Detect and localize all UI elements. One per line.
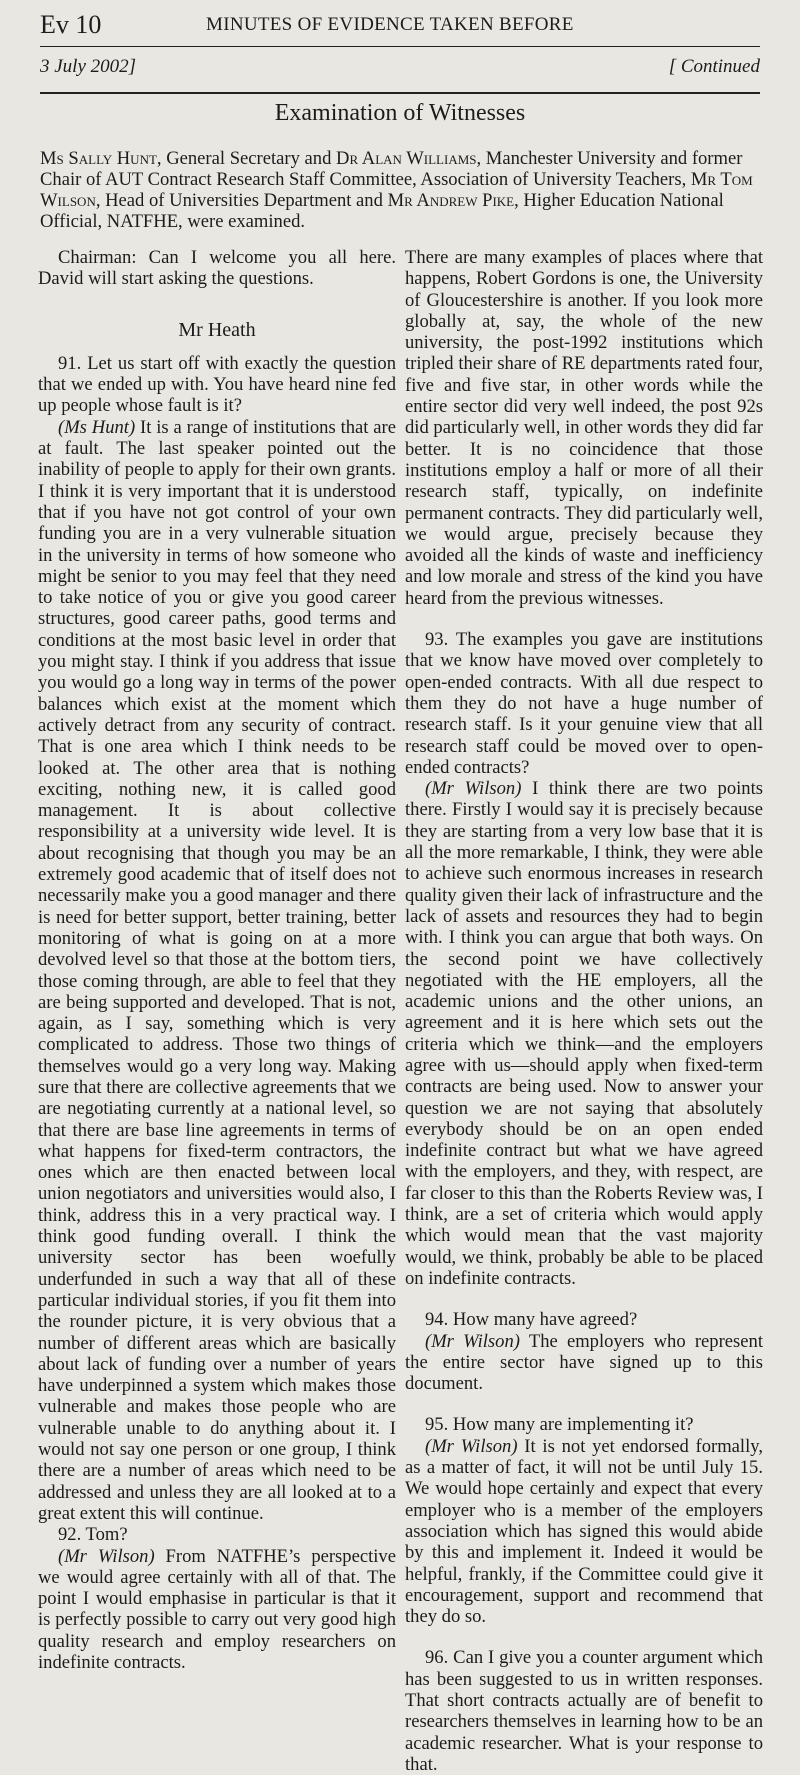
questioner-heading: Mr Heath <box>178 318 256 341</box>
answer-text: It is not yet endorsed formally, as a matter of fact, it will not be until July 15. We would hope certainly and expect that every employer who is a member of the employers association which has signed this would abide by this and implement it. Indeed it would be helpful, frankly, if the Committee could give it encouragement, support and recommend that they do so. <box>405 1435 763 1628</box>
session-date: 3 July 2002] <box>40 56 137 77</box>
answer-text: I think there are two points there. Firstly I would say it is precisely because they are starting from a very low base that it is all the more remarkable, I think, they were able to achieve such enormous increases in research quality given their lack of infrastructure and the lack of assets and resources they had to begin with. I think you can argue that both ways. On the second point we have collectively negotiated with the HE employers, all the academic unions and the other unions, an agreement and it is here which sets out the criteria which we think—and the employers agree with us—should apply when fixed-term contracts are being used. Now to answer your question we are not saying that absolutely everybody should be on an open ended indefinite contract but what we have agreed with the employers, and they, with respect, are far closer to this than the Roberts Review was, I think, are a set of criteria which would apply which would mean that the vast majority would, we think, probably be able to be placed on indefinite contracts. <box>405 778 763 1289</box>
speaker-label: (Mr Wilson) <box>58 1545 155 1567</box>
witness-name: Ms Sally Hunt <box>40 148 157 169</box>
answer-93 <box>405 778 763 1289</box>
question-95: 95. How many are implementing it? <box>425 1414 694 1436</box>
witness-role: , Higher Education National Official, NATFHE, were examined. <box>40 190 724 232</box>
continued-label: [ Continued <box>668 56 760 77</box>
header-rule-top <box>40 46 760 47</box>
witness-role: , Head of Universities Department and <box>95 190 388 211</box>
witness-name: Mr Andrew Pike <box>387 190 515 211</box>
header-rule-bottom <box>40 92 760 94</box>
answer-text: It is a range of institutions that are at fault. The last speaker pointed out the inability of people to apply for their own grants. I think it is very important that it is understood that if you have not got control of your own funding you are in a very vulnerable situation in the university in terms of how someone who might be senior to you may feel that they need to take notice of you or give you good career structures, good career paths, good terms and conditions at the most basic level in order that you might stay. I think if you address that issue you would go a long way in terms of the power balances which exist at the moment which actively detract from any security of contract. That is one area which I think needs to be looked at. The other area that is nothing exciting, nothing new, it is called good management. It is about collective responsibility at a university wide level. It is about recognising that though you may be an extremely good academic that of itself does not necessarily make you a good manager and there is need for better support, better training, better monitoring of what is going on at a more devolved level so that those at the bottom tiers, those coming through, are able to feel that they are being supported and developed. That is not, again, as I say, something which is very complicated to address. Those two things of themselves would go a very long way. Making sure that there are collective agreements that we are negotiating currently at a national level, so that there are base line agreements in terms of what happens for fixed-term contractors, the ones which are then enacted between local union negotiators and universities would also, I think, address this in a very practical way. I think good funding overall. I think the university sector has been woefully underfunded in such a way that all of these particular individual stories, if you fit them into the rounder picture, it is very obvious that a number of different areas which are basically about lack of funding over a number of years have underpinned a system which makes those vulnerable and makes those people who are vulnerable unable to do anything about it. I would not say one person or one group, I think there are a number of areas which need to be addressed and unless they are all looked at to a great extent this will continue. <box>38 416 396 1524</box>
question-94: 94. How many have agreed? <box>425 1309 638 1331</box>
answer-text: The employers who represent the entire sector have signed up to this document. <box>405 1330 763 1395</box>
question-92: 92. Tom? <box>58 1524 128 1546</box>
answer-92 <box>38 1546 396 1674</box>
answer-92-continued: There are many examples of places where that happens, Robert Gordons is one, the University of Gloucestershire is another. If you look more globally at, say, the whole of the new university, the post-1992 institutions which tripled their share of RE departments rated four, five and five star, in other words while the entire sector did very well indeed, the post 92s did particularly well, in other words they did far better. It is no coincidence that those institutions employ a half or more of all their research staff, typically, on indefinite permanent contracts. They did particularly well, we would argue, precisely because they avoided all the kinds of waste and inefficiency and low morale and stress of the kind you have heard from the previous witnesses. <box>405 247 763 609</box>
speaker-label: (Mr Wilson) <box>425 1435 518 1457</box>
right-column <box>405 247 763 1775</box>
answer-94 <box>405 1331 763 1395</box>
running-title: MINUTES OF EVIDENCE TAKEN BEFORE <box>206 14 574 35</box>
speaker-label: (Mr Wilson) <box>425 1330 520 1352</box>
page-number: Ev 10 <box>40 10 102 39</box>
speaker-label: (Ms Hunt) <box>58 416 136 438</box>
answer-text: From NATFHE’s perspective we would agree certainly with all of that. The point I would emphasise in particular is that it is perfectly possible to carry out very good high quality research and employ researchers on indefinite contracts. <box>38 1545 396 1673</box>
answer-91 <box>38 417 396 1524</box>
section-title: Examination of Witnesses <box>274 100 526 126</box>
witness-role: , Manchester University and former Chair of AUT Contract Research Staff Committee, Association of University Teachers, <box>40 148 743 190</box>
witness-role: , General Secretary and <box>156 148 337 169</box>
witnesses-paragraph <box>40 148 765 232</box>
witness-name: Mr Tom Wilson <box>40 169 753 211</box>
page-header <box>40 10 760 82</box>
chairman-intro: Chairman: Can I welcome you all here. David will start asking the questions. <box>38 247 396 290</box>
question-93: 93. The examples you gave are institutions that we know have moved over completely to open-ended contracts. With all due respect to them they do not have a huge number of research staff. Is it your genuine view that all research staff could be moved over to open-ended contracts? <box>405 629 763 778</box>
witness-name: Dr Alan Williams <box>336 148 477 169</box>
left-column <box>38 247 396 1673</box>
speaker-label: (Mr Wilson) <box>425 778 522 800</box>
question-91: 91. Let us start off with exactly the question that we ended up with. You have heard nine fed up people whose fault is it? <box>38 352 396 417</box>
question-96: 96. Can I give you a counter argument which has been suggested to us in written responses. That short contracts actually are of benefit to researchers themselves in learning how to be an academic researcher. What is your response to that. <box>405 1647 763 1775</box>
answer-95 <box>405 1436 763 1628</box>
